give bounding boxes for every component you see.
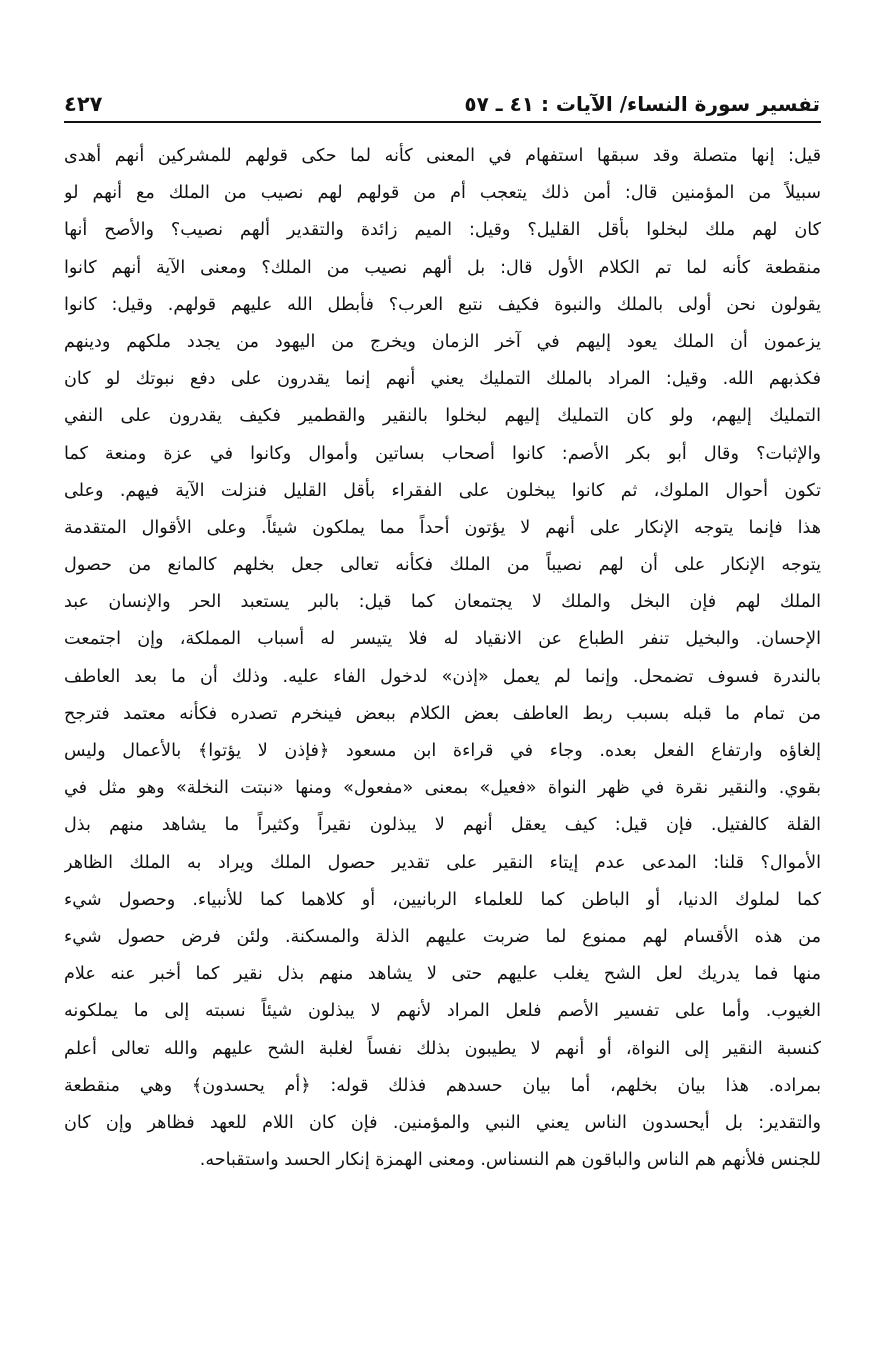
text-line: سبيلاً من المؤمنين قال: أمن ذلك يتعجب أم من قولهم لهم نصيب من الملك مع أنهم لو <box>64 183 821 204</box>
text-line: منها فما يدريك لعل الشح يغلب عليهم حتى لا يشاهد منهم بذل نقير كما أخبر عنه علام <box>64 964 821 985</box>
text-line: التمليك إليهم، ولو كان التمليك إليهم لبخلوا بالنقير والقطمير فكيف يقدرون على النفي <box>64 406 821 427</box>
text-line: من هذه الأقسام لهم ممنوع لما ضربت عليهم الذلة والمسكنة. ولئن فرض حصول شيء <box>64 926 821 947</box>
header-divider <box>64 121 821 123</box>
text-line: للجنس فلأنهم هم الناس والباقون هم النسناس. ومعنى الهمزة إنكار الحسد واستقباحه. <box>199 1150 821 1171</box>
text-line: بالندرة فسوف تضمحل. وإنما لم يعمل «إذن» لدخول الفاء عليه. وذلك أن ما بعد العاطف <box>64 666 821 687</box>
text-line: يتوجه الإنكار على أن لهم نصيباً من الملك فكأنه تعالى جعل بخلهم كالمانع من حصول <box>64 555 821 576</box>
body-text <box>64 138 821 1179</box>
text-line: إلغاؤه وارتفاع الفعل بعده. وجاء في قراءة ابن مسعود ﴿فإذن لا يؤتوا﴾ بالأعمال وليس <box>64 741 821 761</box>
text-line: الغيوب. وأما على تفسير الأصم فلعل المراد لأنهم لا يبذلون شيئاً نسبته إلى ما يملكونه <box>64 1001 821 1022</box>
text-line: بقوي. والنقير نقرة في ظهر النواة «فعيل» بمعنى «مفعول» ومنها «نبتت النخلة» وهو مثل في <box>64 778 821 799</box>
text-line: يقولون نحن أولى بالملك والنبوة فكيف نتبع العرب؟ فأبطل الله عليهم قولهم. وقيل: كانوا <box>64 294 821 315</box>
text-line: منقطعة كأنه لما تم الكلام الأول قال: بل ألهم نصيب من الملك؟ ومعنى الآية أنهم كانوا <box>64 257 821 278</box>
text-line: الملك لهم فإن البخل والملك لا يجتمعان كما قيل: بالبر يستعبد الحر والإنسان عبد <box>64 592 821 613</box>
text-line: الأموال؟ قلنا: المدعى عدم إيتاء النقير على تقدير حصول الملك ويراد به الملك الظاهر <box>64 852 821 873</box>
text-line: هذا فإنما يتوجه الإنكار على أنهم لا يؤتون أحداً مما يملكون شيئاً. وعلى الأقوال المتقدمة <box>64 517 821 538</box>
text-line: القلة كالفتيل. فإن قيل: كيف يعقل أنهم لا يبذلون نقيراً وكثيراً ما يشاهد منهم بذل <box>64 815 821 836</box>
text-line: والإثبات؟ وقال أبو بكر الأصم: كانوا أصحاب بساتين وأموال وكانوا في عزة ومنعة كما <box>64 443 821 464</box>
running-title: تفسير سورة النساء/ الآيات : ٤١ ـ ٥٧ <box>464 92 820 116</box>
text-line: قيل: إنها متصلة وقد سبقها استفهام في المعنى كأنه لما حكى قولهم للمشركين أنهم أهدى <box>64 146 821 166</box>
text-line: من تمام ما قبله بسبب ربط العاطف بعض الكلام ببعض فينخرم تصدره فكأنه معتمد فترجح <box>64 703 821 724</box>
text-line: كنسبة النقير إلى النواة، أو أنهم لا يطيبون بذلك نفساً لغلبة الشح عليهم والله تعالى أعلم <box>64 1038 821 1059</box>
text-line: والتقدير: بل أيحسدون الناس يعني النبي والمؤمنين. فإن كان اللام للعهد فظاهر وإن كان <box>64 1112 821 1133</box>
text-line: فكذبهم الله. وقيل: المراد بالملك التمليك يعني أنهم إنما يقدرون على دفع نبوتك لو كان <box>64 369 821 390</box>
page-number: ٤٢٧ <box>64 92 103 116</box>
text-line: كما لملوك الدنيا، أو الباطن كما للعلماء الربانيين، أو كلاهما كما للأنبياء. وحصول شيء <box>64 889 821 910</box>
page-header <box>64 86 820 118</box>
text-line: يزعمون أن الملك يعود إليهم في آخر الزمان ويخرج من اليهود من يجدد ملكهم ودينهم <box>64 331 821 352</box>
text-line: الإحسان. والبخيل تنفر الطباع عن الانقياد له فلا يتيسر له أسباب المملكة، وإن اجتمعت <box>64 629 821 650</box>
text-line: كان لهم ملك لبخلوا بأقل القليل؟ وقيل: الميم زائدة والتقدير ألهم نصيب؟ والأصح أنها <box>64 220 821 241</box>
text-line: تكون أحوال الملوك، ثم كانوا يبخلون على الفقراء بأقل القليل فنزلت الآية فيهم. وعلى <box>64 480 821 501</box>
text-line: بمراده. هذا بيان بخلهم، أما بيان حسدهم فذلك قوله: ﴿أم يحسدون﴾ وهي منقطعة <box>64 1075 821 1096</box>
